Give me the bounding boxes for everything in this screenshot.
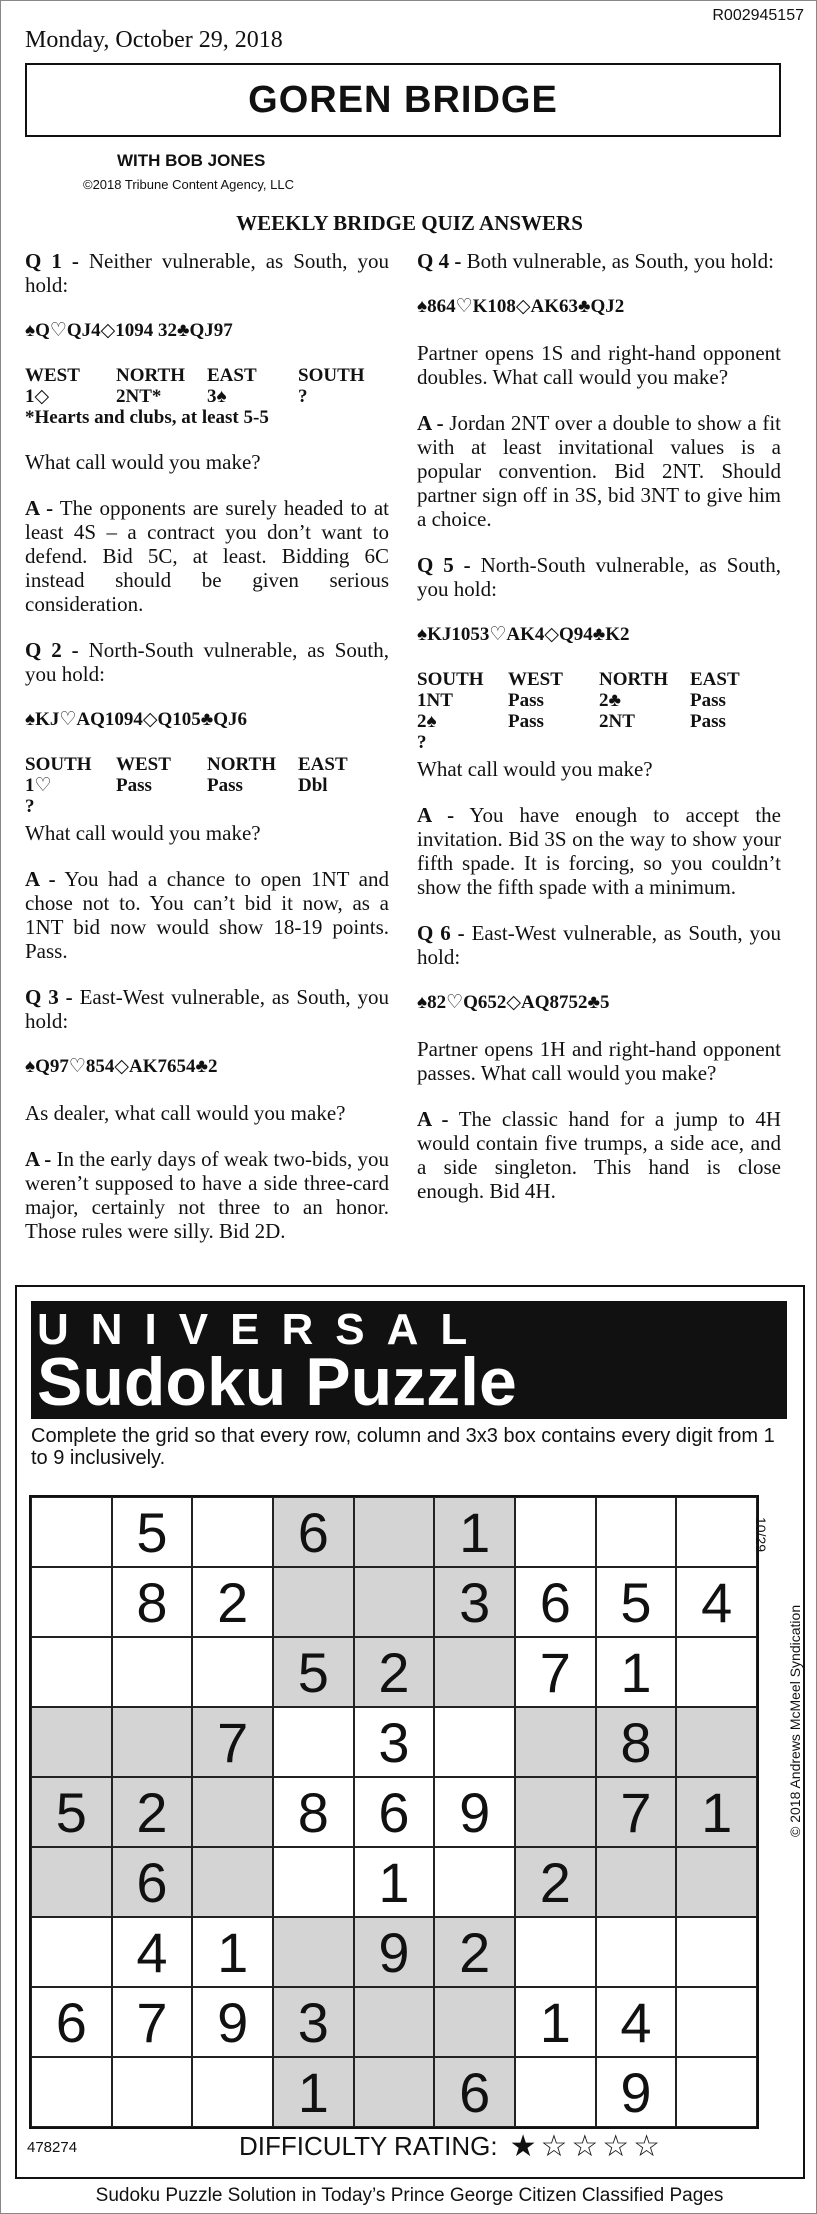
sudoku-cell [31,2057,112,2127]
sudoku-cell: 8 [596,1707,677,1777]
sudoku-cell [434,1637,515,1707]
sudoku-cell [434,1707,515,1777]
question-1-prompt: What call would you make? [25,450,261,474]
sudoku-cell [273,1917,354,1987]
sudoku-cell [192,1847,273,1917]
sudoku-cell [515,2057,596,2127]
bidding-1 [25,365,389,428]
hand-2: ♠KJ♡AQ1094◇Q105♣QJ6 [25,709,248,730]
sudoku-cell [596,1847,677,1917]
bidding-cell: Pass [508,690,544,711]
sudoku-cell: 2 [354,1637,435,1707]
question-label: Q 5 - [417,553,471,577]
sudoku-cell [434,1847,515,1917]
puzzle-id: 478274 [27,2139,78,2156]
sudoku-cell: 6 [515,1567,596,1637]
sudoku-cell: 2 [515,1847,596,1917]
sudoku-cell [31,1497,112,1567]
question-2 [25,638,389,686]
bidding-row [417,690,781,711]
question-label: Q 1 - [25,249,79,273]
question-6 [417,921,781,969]
publication-date: Monday, October 29, 2018 [25,27,283,53]
sudoku-instructions: Complete the grid so that every row, column and 3x3 box contains every digit from 1 to 9 inclusively. [31,1425,775,1469]
sudoku-cell: 7 [192,1707,273,1777]
bidding-cell: 2♠ [417,711,437,732]
sudoku-cell [112,1707,193,1777]
bidding-cell: NORTH [599,669,669,690]
question-text: East-West vulnerable, as South, you hold: [417,921,782,969]
question-4 [417,249,781,273]
sudoku-cell: 6 [112,1847,193,1917]
bidding-row [25,775,389,796]
bidding-cell: ? [25,796,35,817]
hand-5: ♠KJ1053♡AK4◇Q94♣K2 [417,624,630,645]
bidding-row [417,732,781,753]
sudoku-section [15,1285,805,2179]
answer-1 [25,496,389,616]
sudoku-cell: 4 [596,1987,677,2057]
sudoku-cell: 7 [596,1777,677,1847]
sudoku-cell: 5 [273,1637,354,1707]
sudoku-cell [515,1497,596,1567]
sudoku-grid-wrapper [29,1495,759,2129]
bidding-cell: SOUTH [417,669,484,690]
bidding-row [25,754,389,775]
answer-label: A - [417,803,455,827]
answer-4 [417,411,781,531]
sudoku-cell: 4 [676,1567,757,1637]
bidding-cell: WEST [508,669,563,690]
sudoku-cell [354,1987,435,2057]
hand-1: ♠Q♡QJ4◇1094 32♣QJ97 [25,320,233,341]
bidding-cell: 3♠ [207,386,227,407]
sudoku-date: 10/29 [753,1517,769,1553]
answer-3 [25,1147,389,1243]
sudoku-cell: 1 [192,1917,273,1987]
bidding-row [25,386,389,407]
bidding-cell: ? [417,732,427,753]
right-column [417,249,781,1225]
answer-text: You have enough to accept the invitation. Bid 3S on the way to show your fifth spade. It is forcing, so you couldn’t show the fifth spade with a minimum. [417,803,781,899]
answer-5 [417,803,781,899]
sudoku-cell: 6 [31,1987,112,2057]
bidding-row [417,669,781,690]
sudoku-grid [29,1495,759,2129]
sudoku-cell: 6 [354,1777,435,1847]
question-1 [25,249,389,297]
question-2-prompt: What call would you make? [25,821,261,845]
bidding-row [25,365,389,386]
sudoku-cell: 7 [112,1987,193,2057]
bidding-cell: WEST [25,365,80,386]
bidding-cell: 1♡ [25,775,52,796]
sudoku-cell [515,1777,596,1847]
bidding-cell: NORTH [207,754,277,775]
sudoku-cell: 5 [112,1497,193,1567]
bidding-cell: NORTH [116,365,186,386]
answer-label: A - [25,496,54,520]
sudoku-cell: 2 [434,1917,515,1987]
sudoku-cell: 2 [112,1777,193,1847]
question-label: Q 2 - [25,638,79,662]
sudoku-cell: 8 [273,1777,354,1847]
sudoku-cell [354,2057,435,2127]
difficulty-stars-icon: ★☆☆☆☆ [509,2130,665,2163]
sudoku-cell: 3 [354,1707,435,1777]
sudoku-cell [31,1847,112,1917]
sudoku-cell: 9 [596,2057,677,2127]
column-title-box [25,63,781,137]
sudoku-cell [192,1497,273,1567]
sudoku-cell: 5 [31,1777,112,1847]
question-text: North-South vulnerable, as South, you hold: [417,553,781,601]
sudoku-cell [31,1707,112,1777]
sudoku-cell [31,1917,112,1987]
sudoku-cell [273,1567,354,1637]
bidding-cell: 1◇ [25,386,50,407]
sudoku-cell [676,1497,757,1567]
question-3-prompt: As dealer, what call would you make? [25,1101,346,1125]
sudoku-cell: 1 [596,1637,677,1707]
sudoku-cell [676,1847,757,1917]
bidding-cell: Pass [690,711,726,732]
sudoku-cell [31,1637,112,1707]
bidding-cell: 2NT [599,711,635,732]
bidding-note: *Hearts and clubs, at least 5-5 [25,407,269,428]
sudoku-cell [273,1707,354,1777]
bidding-cell: SOUTH [25,754,92,775]
bidding-row [417,711,781,732]
column-title: GOREN BRIDGE [248,78,558,121]
bidding-cell: EAST [207,365,257,386]
byline: WITH BOB JONES [117,151,266,170]
sudoku-cell: 6 [273,1497,354,1567]
question-label: Q 3 - [25,985,73,1009]
question-label: Q 4 - [417,249,462,273]
bidding-cell: Dbl [298,775,328,796]
question-6-setup: Partner opens 1H and right-hand opponent passes. What call would you make? [417,1037,781,1085]
reference-code: R002945157 [712,7,804,24]
bidding-cell: 1NT [417,690,453,711]
answer-label: A - [25,867,56,891]
bidding-cell: WEST [116,754,171,775]
footer-note: Sudoku Puzzle Solution in Today’s Prince George Citizen Classified Pages [95,2185,724,2206]
quiz-heading: WEEKLY BRIDGE QUIZ ANSWERS [236,211,583,235]
sudoku-cell: 1 [354,1847,435,1917]
sudoku-cell: 4 [112,1917,193,1987]
answer-label: A - [25,1147,52,1171]
question-4-setup: Partner opens 1S and right-hand opponent doubles. What call would you make? [417,341,781,389]
hand-6: ♠82♡Q652◇AQ8752♣5 [417,992,610,1013]
hand-4: ♠864♡K108◇AK63♣QJ2 [417,296,625,317]
answer-text: The opponents are surely headed to at least 4S – a contract you don’t want to defend. Bid 5C, at least. Bidding 6C instead should be given serious consideration. [25,496,389,616]
bidding-cell: Pass [207,775,243,796]
sudoku-cell: 9 [354,1917,435,1987]
sudoku-cell [434,1987,515,2057]
sudoku-cell: 1 [273,2057,354,2127]
sudoku-cell [596,1497,677,1567]
sudoku-cell [112,2057,193,2127]
question-text: North-South vulnerable, as South, you hold: [25,638,389,686]
sudoku-cell [515,1707,596,1777]
bidding-cell: ? [298,386,308,407]
sudoku-cell [676,1917,757,1987]
sudoku-cell: 8 [112,1567,193,1637]
answer-text: In the early days of weak two-bids, you weren’t supposed to have a side three-card major, certainly not three to an honor. Those rules were silly. Bid 2D. [25,1147,389,1243]
banner-universal: UNIVERSAL [37,1305,490,1354]
copyright-notice: ©2018 Tribune Content Agency, LLC [83,177,294,192]
question-5 [417,553,781,601]
sudoku-copyright: © 2018 Andrews McMeel Syndication [787,1604,803,1837]
answer-6 [417,1107,781,1203]
sudoku-cell: 1 [434,1497,515,1567]
sudoku-cell: 3 [434,1567,515,1637]
bidding-cell: Pass [116,775,152,796]
sudoku-cell: 9 [192,1987,273,2057]
question-3 [25,985,389,1033]
sudoku-cell [192,2057,273,2127]
bidding-cell: SOUTH [298,365,365,386]
question-label: Q 6 - [417,921,465,945]
left-column [25,249,389,1265]
sudoku-cell [676,1987,757,2057]
sudoku-cell [354,1567,435,1637]
difficulty-label: DIFFICULTY RATING: [239,2131,498,2161]
answer-2 [25,867,389,963]
question-5-prompt: What call would you make? [417,757,653,781]
bidding-cell: EAST [298,754,348,775]
question-text: Both vulnerable, as South, you hold: [461,249,774,273]
answer-text: Jordan 2NT over a double to show a fit with at least invitational values is a popular convention. Bid 2NT. Should partner sign off in 3S, bid 3NT to give him a choice. [417,411,782,531]
difficulty-rating [239,2129,664,2164]
sudoku-banner [31,1301,787,1419]
hand-3: ♠Q97♡854◇AK7654♣2 [25,1056,218,1077]
sudoku-cell: 7 [515,1637,596,1707]
sudoku-cell [31,1567,112,1637]
bidding-2 [25,754,389,817]
sudoku-cell: 6 [434,2057,515,2127]
sudoku-cell [354,1497,435,1567]
sudoku-cell: 9 [434,1777,515,1847]
sudoku-cell: 1 [676,1777,757,1847]
answer-label: A - [417,411,444,435]
answer-text: The classic hand for a jump to 4H would contain five trumps, a side ace, and a side singleton. This hand is close enough. Bid 4H. [417,1107,782,1203]
sudoku-cell [596,1917,677,1987]
bidding-cell: Pass [508,711,544,732]
sudoku-cell: 1 [515,1987,596,2057]
sudoku-cell [676,1637,757,1707]
answer-text: You had a chance to open 1NT and chose not to. You can’t bid it now, as a 1NT bid now would show 18-19 points. Pass. [25,867,389,963]
sudoku-cell [676,2057,757,2127]
bidding-cell: 2NT* [116,386,162,407]
bidding-row [25,796,389,817]
sudoku-cell: 3 [273,1987,354,2057]
bidding-cell: Pass [690,690,726,711]
sudoku-cell [112,1637,193,1707]
sudoku-cell [273,1847,354,1917]
question-text: Neither vulnerable, as South, you hold: [25,249,390,297]
sudoku-cell [192,1637,273,1707]
bidding-cell: 2♣ [599,690,621,711]
sudoku-cell [515,1917,596,1987]
banner-title: Sudoku Puzzle [37,1344,517,1420]
answer-label: A - [417,1107,449,1131]
sudoku-cell: 5 [596,1567,677,1637]
bidding-cell: EAST [690,669,740,690]
bidding-5 [417,669,781,753]
question-text: East-West vulnerable, as South, you hold: [25,985,390,1033]
sudoku-cell [676,1707,757,1777]
sudoku-cell [192,1777,273,1847]
sudoku-cell: 2 [192,1567,273,1637]
